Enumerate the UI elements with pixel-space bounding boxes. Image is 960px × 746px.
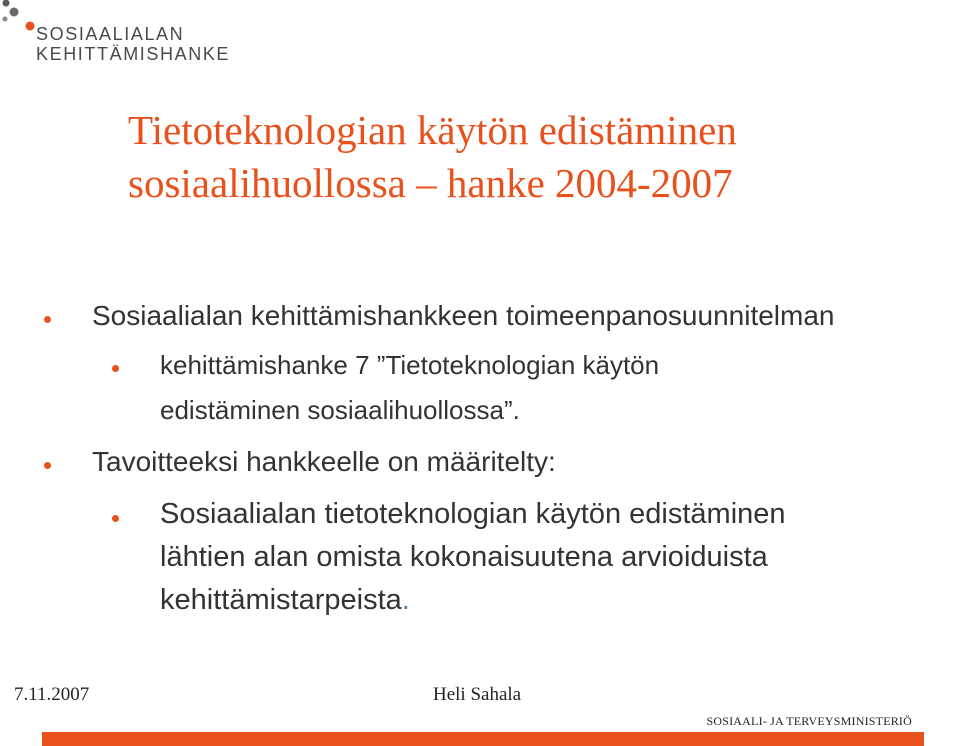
bullet-icon (44, 462, 51, 469)
bullet-2-line-2: edistäminen sosiaalihuollossa”. (160, 395, 520, 425)
bullet-4-line-2: lähtien alan omista kokonaisuutena arvioiduista (160, 541, 768, 573)
brand-line-1: SOSIAALIALAN (36, 24, 185, 44)
title-line-1: Tietoteknologian käytön edistäminen (128, 107, 737, 153)
bullet-3-text: Tavoitteeksi hankkeelle on määritelty: (92, 446, 556, 477)
footer-ministry: SOSIAALI- JA TERVEYSMINISTERIÖ (706, 714, 912, 728)
bullet-1-text: Sosiaalialan kehittämishankkeen toimeenpanosuunnitelman (92, 300, 835, 331)
bullet-4-line-1: Sosiaalialan tietoteknologian käytön edistäminen (160, 498, 786, 530)
brand-dots-icon (0, 0, 40, 36)
sub-bullet-icon (112, 365, 119, 372)
bullet-icon (44, 316, 51, 323)
footer-date: 7.11.2007 (14, 684, 90, 705)
bullet-4-line-3 (160, 584, 410, 617)
sub-bullet-icon (112, 515, 119, 522)
bullet-4-line-3-text: kehittämistarpeista (160, 584, 402, 616)
brand-logo (0, 0, 250, 70)
slide-title (128, 104, 948, 210)
brand-line-2: KEHITTÄMISHANKE (36, 44, 231, 64)
bullet-4-period: . (401, 584, 410, 616)
footer-author: Heli Sahala (433, 684, 522, 705)
bullet-2-line-1: kehittämishanke 7 ”Tietoteknologian käytön (160, 350, 660, 380)
title-line-2: sosiaalihuollossa – hanke 2004-2007 (128, 160, 733, 206)
bottom-accent-bar (42, 732, 924, 746)
